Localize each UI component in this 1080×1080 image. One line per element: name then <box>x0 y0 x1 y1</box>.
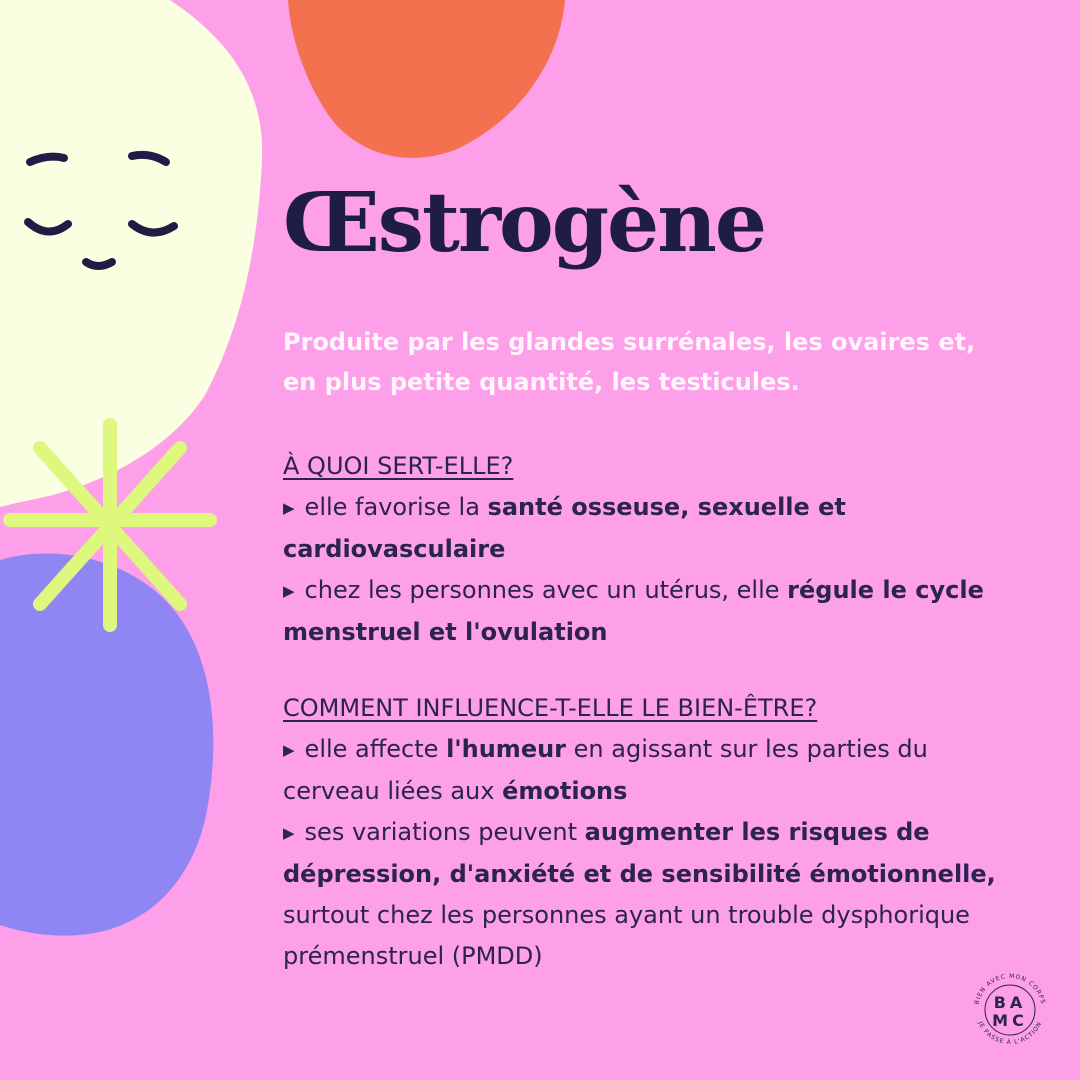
starburst-icon <box>10 425 210 625</box>
list-item: ▶ elle favorise la santé osseuse, sexuelle et cardiovasculaire <box>283 487 1023 570</box>
section-heading: À QUOI SERT-ELLE? <box>283 452 514 480</box>
triangle-bullet-icon: ▶ <box>283 499 295 517</box>
triangle-bullet-icon: ▶ <box>283 741 295 759</box>
logo-ring-top-text: BIEN AVEC MON CORPS <box>973 972 1047 1006</box>
section-wellbeing <box>283 688 1023 977</box>
cream-blob <box>0 0 262 507</box>
list-item: ▶ chez les personnes avec un utérus, elle régule le cycle menstruel et l'ovulation <box>283 570 1023 653</box>
bamc-logo <box>968 968 1052 1052</box>
section-heading: COMMENT INFLUENCE-T-ELLE LE BIEN-ÊTRE? <box>283 694 818 722</box>
triangle-bullet-icon: ▶ <box>283 824 295 842</box>
page-title: Œstrogène <box>283 175 766 271</box>
list-item: ▶ ses variations peuvent augmenter les risques de dépression, d'anxiété et de sensibilité émotionnelle, surtout chez les personnes ayant un trouble dysphorique prémenstruel (PMDD) <box>283 812 1023 977</box>
list-item: ▶ elle affecte l'humeur en agissant sur les parties du cerveau liées aux émotions <box>283 729 1023 812</box>
triangle-bullet-icon: ▶ <box>283 582 295 600</box>
intro-text: Produite par les glandes surrénales, les ovaires et, en plus petite quantité, les testicules. <box>283 328 976 396</box>
orange-blob <box>288 0 565 158</box>
logo-ring-bottom-text: JE PASSE À L'ACTION <box>976 1020 1044 1047</box>
logo-letters: BA MC <box>992 993 1028 1030</box>
section-purpose <box>283 446 1023 653</box>
